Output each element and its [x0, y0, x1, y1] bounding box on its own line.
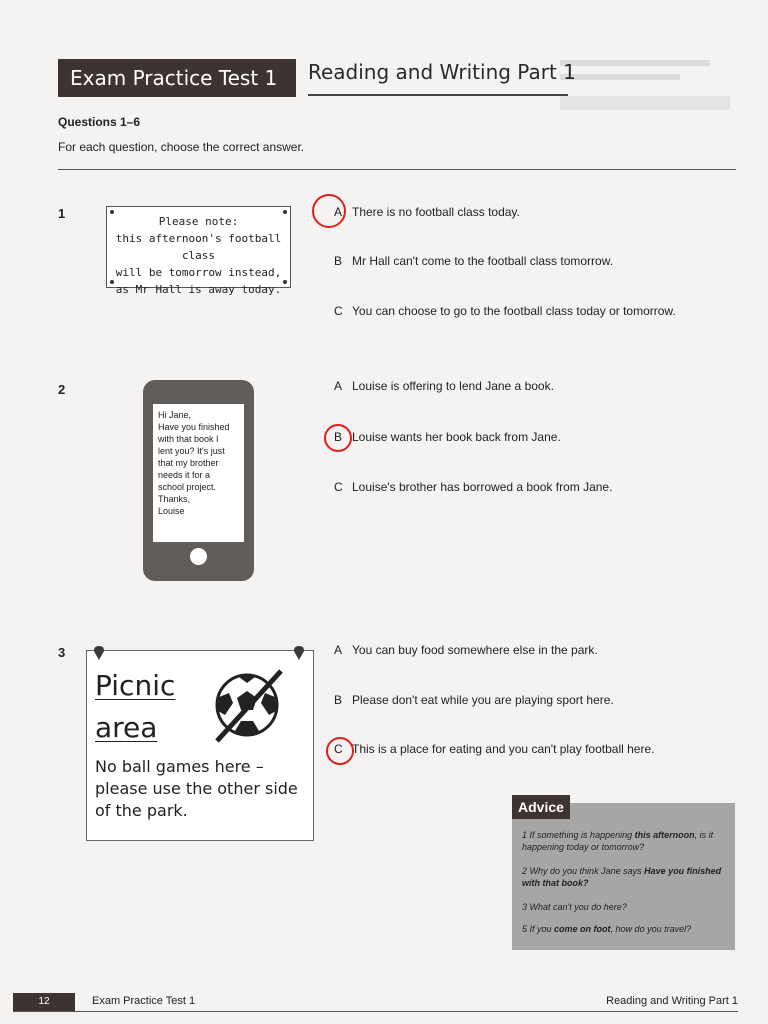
option-text: Please don't eat while you are playing sport here. [352, 693, 614, 707]
advice-item [522, 829, 732, 853]
instruction-text: For each question, choose the correct answer. [58, 140, 305, 154]
advice-num: 1 [522, 830, 528, 840]
advice-text: , is it happening today or tomorrow? [522, 830, 714, 852]
q2-option-a[interactable] [334, 379, 554, 393]
answer-circle-mark [312, 194, 346, 228]
option-text: You can choose to go to the football class today or tomorrow. [352, 304, 676, 318]
part-title: Reading and Writing Part 1 [308, 60, 576, 84]
message-line: Have you finished [158, 422, 230, 432]
section-divider [58, 169, 736, 170]
pin-icon [283, 210, 287, 214]
option-letter: A [334, 643, 343, 657]
option-text: Louise wants her book back from Jane. [352, 430, 561, 444]
question-number-2: 2 [58, 382, 66, 397]
pushpin-icon [91, 645, 107, 661]
sign-line: of the park. [95, 801, 188, 820]
q3-option-a[interactable] [334, 643, 598, 657]
advice-text: , how do you travel? [610, 924, 692, 934]
option-letter: A [334, 205, 343, 219]
option-letter: B [334, 693, 343, 707]
bleed-through-text [560, 52, 740, 122]
advice-num: 3 [522, 902, 528, 912]
message-line: Hi Jane, [158, 410, 192, 420]
pin-icon [283, 280, 287, 284]
option-letter: B [334, 254, 343, 268]
sign-title: Picnic [95, 669, 176, 702]
title-underline [308, 94, 568, 96]
page-number: 12 [13, 993, 75, 1011]
q2-option-c[interactable] [334, 480, 612, 494]
question-number-3: 3 [58, 645, 66, 660]
advice-item [522, 923, 732, 935]
advice-box [512, 799, 735, 950]
option-letter: A [334, 379, 343, 393]
questions-range: Questions 1–6 [58, 115, 141, 129]
option-letter: C [334, 742, 343, 756]
option-letter: B [334, 430, 343, 444]
notice-line: will be tomorrow instead, [115, 266, 282, 279]
option-text: You can buy food somewhere else in the park. [352, 643, 598, 657]
phone-home-button-icon [190, 548, 207, 565]
footer-test-label: Exam Practice Test 1 [92, 995, 196, 1007]
option-text: Mr Hall can't come to the football class tomorrow. [352, 254, 614, 268]
advice-text: What can't you do here? [529, 902, 627, 912]
q1-option-a[interactable] [334, 205, 520, 219]
no-football-icon [205, 663, 295, 753]
message-line: that my brother [158, 458, 219, 468]
football-notice-card [106, 206, 291, 296]
message-line: lent you? It's just [158, 446, 225, 456]
notice-line: as Mr Hall is away today. [115, 283, 282, 296]
advice-bold: this afternoon [634, 830, 695, 840]
option-letter: C [334, 480, 343, 494]
option-text: Louise is offering to lend Jane a book. [352, 379, 554, 393]
phone-message [153, 404, 244, 542]
question-number-1: 1 [58, 206, 66, 221]
advice-num: 5 [522, 924, 528, 934]
advice-text: If something is happening [529, 830, 635, 840]
message-line: Louise [158, 506, 185, 516]
test-label-box: Exam Practice Test 1 [58, 59, 296, 97]
notice-line: Please note: [158, 215, 239, 228]
pin-icon [110, 210, 114, 214]
advice-text: Why do you think Jane says [529, 866, 645, 876]
message-line: with that book I [158, 434, 219, 444]
sign-title: area [95, 711, 158, 744]
footer-divider [13, 1011, 738, 1012]
answer-circle-mark [324, 424, 352, 452]
message-line: Thanks, [158, 494, 191, 504]
q1-option-c[interactable] [334, 304, 676, 318]
sign-line: No ball games here – [95, 757, 264, 776]
answer-circle-mark [326, 737, 354, 765]
advice-text: If you [529, 924, 555, 934]
message-line: school project. [158, 482, 217, 492]
option-text: There is no football class today. [352, 205, 520, 219]
advice-item [522, 901, 732, 913]
advice-title: Advice [512, 795, 570, 819]
footer-part-label: Reading and Writing Part 1 [606, 995, 738, 1007]
option-text: This is a place for eating and you can't play football here. [352, 742, 655, 756]
pushpin-icon [291, 645, 307, 661]
pin-icon [110, 280, 114, 284]
advice-bold: Have you finished with that book? [522, 866, 722, 888]
message-line: needs it for a [158, 470, 211, 480]
option-letter: C [334, 304, 343, 318]
phone-icon [143, 380, 254, 581]
q1-option-b[interactable] [334, 254, 613, 268]
advice-item [522, 865, 732, 889]
q3-option-c[interactable] [334, 742, 654, 756]
option-text: Louise's brother has borrowed a book from Jane. [352, 480, 613, 494]
sign-text [95, 756, 310, 822]
advice-bold: come on foot [554, 924, 611, 934]
picnic-area-sign [86, 650, 314, 841]
advice-num: 2 [522, 866, 528, 876]
q3-option-b[interactable] [334, 693, 614, 707]
q2-option-b[interactable] [334, 430, 561, 444]
notice-line: this afternoon's football class [115, 232, 282, 262]
sign-line: please use the other side [95, 779, 298, 798]
